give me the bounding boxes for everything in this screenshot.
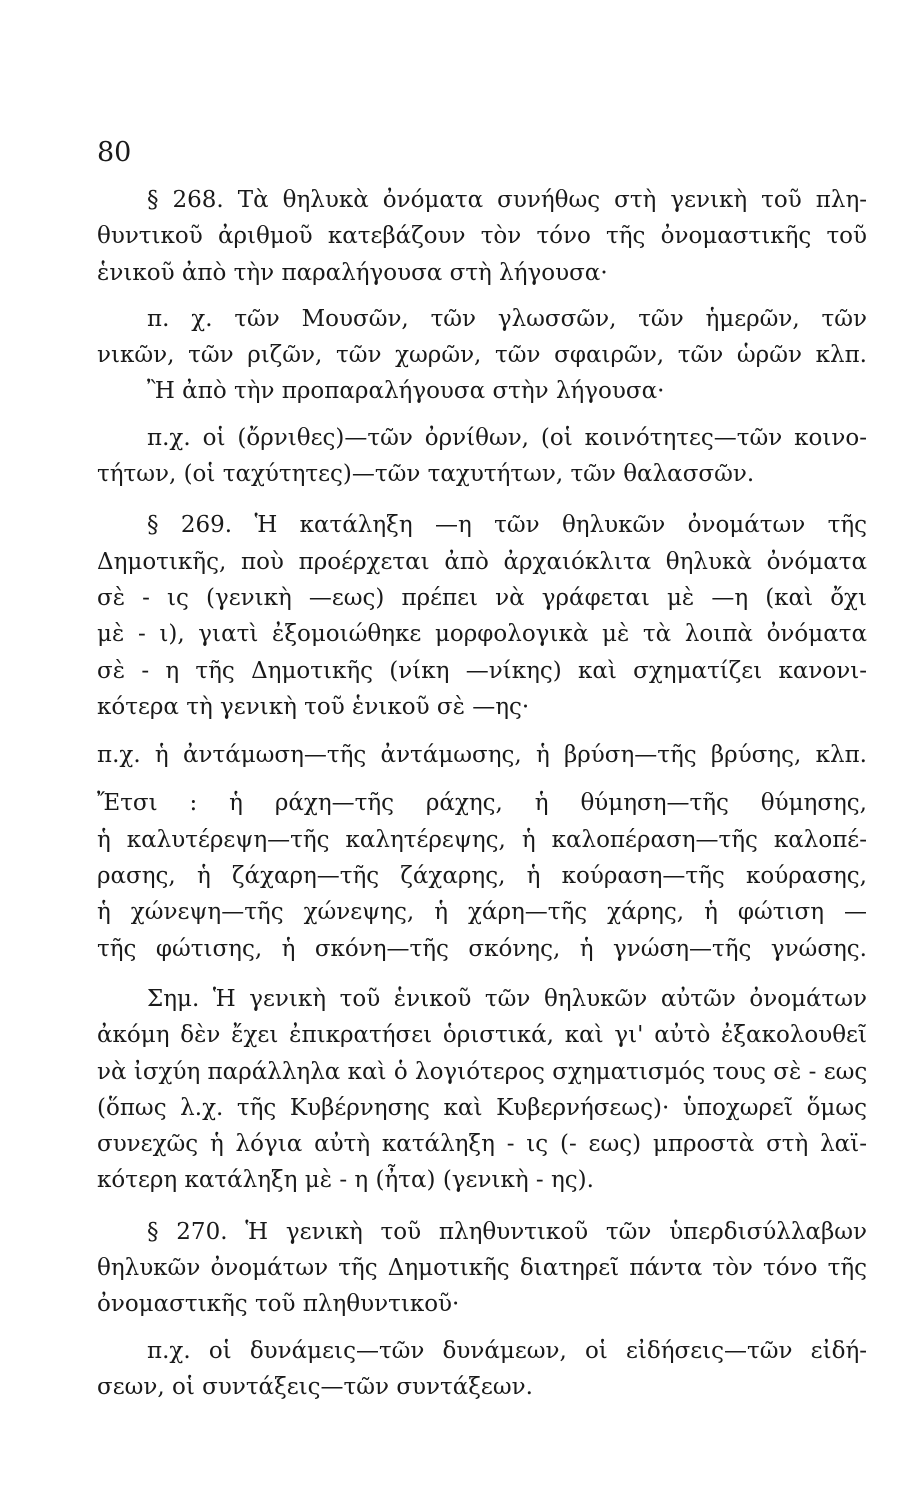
text-line: Σημ. Ἡ γενικὴ τοῦ ἑνικοῦ τῶν θηλυκῶν αὐτῶν ὀνομάτων: [147, 985, 867, 1012]
text-line: ἑνικοῦ ἀπὸ τὴν παραλήγουσα στὴ λήγουσα·: [97, 259, 608, 286]
example-block: [97, 420, 867, 493]
paragraph-section-269: [97, 507, 867, 725]
text-line: μὲ - ι), γιατὶ ἐξομοιώθηκε μορφολογικὰ μὲ τὰ λοιπὰ ὀνόματα: [97, 621, 867, 648]
text-line: ἡ χώνεψη—τῆς χώνεψης, ἡ χάρη—τῆς χάρης, ἡ φώτιση —: [97, 899, 867, 926]
text-line: συνεχῶς ἡ λόγια αὐτὴ κατάληξη - ις (- εως) μπροστὰ στὴ λαϊ-: [97, 1131, 867, 1158]
note-paragraph: [97, 981, 867, 1199]
text-line: τῆς φώτισης, ἡ σκόνη—τῆς σκόνης, ἡ γνώση—τῆς γνώσης.: [97, 935, 867, 962]
text-line: Δημοτικῆς, ποὺ προέρχεται ἀπὸ ἀρχαιόκλιτα θηλυκὰ ὀνόματα: [97, 548, 867, 575]
text-line: θηλυκῶν ὀνομάτων τῆς Δημοτικῆς διατηρεῖ πάντα τὸν τόνο τῆς: [97, 1255, 867, 1282]
text-line: νὰ ἰσχύη παράλληλα καὶ ὁ λογιότερος σχηματισμός τους σὲ - εως: [97, 1058, 868, 1085]
paragraph-section-270: [97, 1214, 867, 1323]
text-line: σὲ - η τῆς Δημοτικῆς (νίκη —νίκης) καὶ σχηματίζει κανονι-: [97, 657, 867, 684]
page-number: 80: [97, 137, 132, 168]
text-line: § 269. Ἡ κατάληξη —η τῶν θηλυκῶν ὀνομάτων τῆς: [147, 512, 867, 539]
example-block: [97, 1333, 867, 1406]
example-block: [97, 737, 867, 773]
text-line: π. χ. τῶν Μουσῶν, τῶν γλωσσῶν, τῶν ἡμερῶν, τῶν: [147, 305, 867, 332]
text-line: ἡ καλυτέρεψη—τῆς καλητέρεψης, ἡ καλοπέραση—τῆς καλοπέ-: [97, 826, 867, 853]
text-line: ἀκόμη δὲν ἔχει ἐπικρατήσει ὁριστικά, καὶ γι' αὐτὸ ἐξακολουθεῖ: [97, 1022, 867, 1049]
text-line: § 270. Ἡ γενικὴ τοῦ πληθυντικοῦ τῶν ὑπερδισύλλαβων: [147, 1218, 867, 1245]
text-line: κότερα τὴ γενικὴ τοῦ ἑνικοῦ σὲ —ης·: [97, 693, 530, 720]
text-line: νικῶν, τῶν ριζῶν, τῶν χωρῶν, τῶν σφαιρῶν, τῶν ὡρῶν κλπ.: [97, 342, 867, 369]
text-line: (ὅπως λ.χ. τῆς Κυβέρνησης καὶ Κυβερνήσεως)· ὑποχωρεῖ ὅμως: [97, 1094, 867, 1121]
example-block: [97, 785, 867, 966]
text-line: π.χ. οἱ δυνάμεις—τῶν δυνάμεων, οἱ εἰδήσεις—τῶν εἰδή-: [147, 1337, 867, 1364]
page-body: [97, 182, 867, 1405]
text-line: ρασης, ἡ ζάχαρη—τῆς ζάχαρης, ἡ κούραση—τῆς κούρασης,: [97, 863, 867, 890]
text-line: σὲ - ις (γενικὴ —εως) πρέπει νὰ γράφεται μὲ —η (καὶ ὄχι: [97, 584, 867, 611]
text-line: σεων, οἱ συντάξεις—τῶν συντάξεων.: [97, 1373, 533, 1400]
text-line: ὀνομαστικῆς τοῦ πληθυντικοῦ·: [97, 1291, 460, 1318]
text-line: θυντικοῦ ἀριθμοῦ κατεβάζουν τὸν τόνο τῆς ὀνομαστικῆς τοῦ: [97, 223, 867, 250]
text-line: Ἔτσι : ἡ ράχη—τῆς ράχης, ἡ θύμηση—τῆς θύμησης,: [97, 790, 867, 817]
text-line: τήτων, (οἱ ταχύτητες)—τῶν ταχυτήτων, τῶν θαλασσῶν.: [97, 461, 755, 488]
text-line: κότερη κατάληξη μὲ - η (ἦτα) (γενικὴ - ης).: [97, 1167, 594, 1194]
example-block: [97, 301, 867, 410]
paragraph-section-268: [97, 182, 867, 291]
text-line: § 268. Τὰ θηλυκὰ ὀνόματα συνήθως στὴ γενικὴ τοῦ πλη-: [147, 187, 867, 213]
text-line: π.χ. ἡ ἀντάμωση—τῆς ἀντάμωσης, ἡ βρύση—τῆς βρύσης, κλπ.: [97, 742, 867, 769]
text-line: π.χ. οἱ (ὄρνιθες)—τῶν ὀρνίθων, (οἱ κοινότητες—τῶν κοινο-: [147, 424, 867, 451]
text-line: Ἢ ἀπὸ τὴν προπαραλήγουσα στὴν λήγουσα·: [147, 378, 665, 405]
